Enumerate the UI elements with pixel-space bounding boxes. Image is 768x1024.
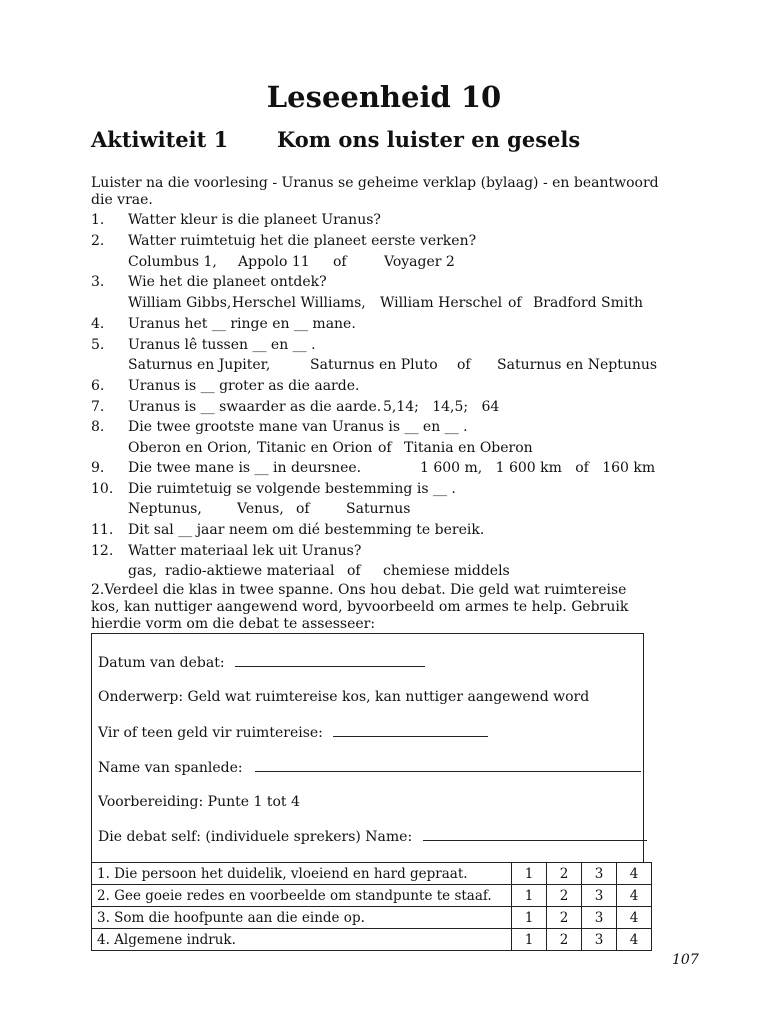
- answer-option: Saturnus en Neptunus: [497, 357, 658, 373]
- page-number: 107: [672, 952, 699, 968]
- answer-options: 1 600 m, 1 600 km of 160 km: [420, 460, 656, 476]
- answer-option: chemiese middels: [383, 563, 510, 579]
- question-number: 3.: [91, 274, 105, 290]
- answer-option: Neptunus,: [128, 501, 202, 517]
- answer-option: Voyager 2: [384, 254, 455, 270]
- question-number: 2.: [91, 233, 105, 249]
- question-number: 6.: [91, 378, 105, 394]
- answer-option: of: [347, 563, 361, 579]
- debate-self-field: [98, 828, 647, 845]
- question-number: 5.: [91, 337, 105, 353]
- question-number: 1.: [91, 212, 105, 228]
- question-text: Die twee grootste mane van Uranus is __ en __ .: [128, 419, 468, 435]
- team-names-blank[interactable]: [255, 759, 641, 772]
- for-against-blank[interactable]: [333, 724, 488, 737]
- answer-option: William Gibbs,: [128, 295, 232, 311]
- question-number: 10.: [91, 481, 114, 497]
- question-number: 12.: [91, 543, 114, 559]
- table-row: [92, 929, 652, 951]
- intro-text: Luister na die voorlesing - Uranus se geheime verklap (bylaag) - en beantwoord die vrae.: [91, 175, 659, 208]
- speaker-names-blank[interactable]: [423, 828, 647, 841]
- answer-option: Titanic en Orion: [257, 440, 373, 456]
- answer-option: of: [333, 254, 347, 270]
- answer-option: Saturnus en Pluto: [310, 357, 438, 373]
- preparation-line: Voorbereiding: Punte 1 tot 4: [98, 794, 300, 810]
- date-label: Datum van debat:: [98, 655, 225, 671]
- team-names-label: Name van spanlede:: [98, 760, 243, 776]
- question-text: Watter ruimtetuig het die planeet eerste verken?: [128, 233, 477, 249]
- answer-option: Bradford Smith: [533, 295, 643, 311]
- table-row: [92, 885, 652, 907]
- date-field: [98, 654, 425, 671]
- activity-name: Kom ons luister en gesels: [277, 127, 581, 152]
- question-number: 11.: [91, 522, 114, 538]
- score-cell[interactable]: 3: [582, 863, 617, 885]
- answer-option: William Herschel: [380, 295, 503, 311]
- score-cell[interactable]: 2: [547, 907, 582, 929]
- answer-option: Saturnus: [346, 501, 411, 517]
- answer-option: gas,: [128, 563, 157, 579]
- question-text: Uranus is __ swaarder as die aarde.: [128, 399, 382, 415]
- answer-options: 5,14; 14,5; 64: [383, 399, 500, 415]
- for-against-field: [98, 724, 488, 741]
- score-cell[interactable]: 3: [582, 885, 617, 907]
- topic-line: Onderwerp: Geld wat ruimtereise kos, kan nuttiger aangewend word: [98, 689, 590, 705]
- score-cell[interactable]: 1: [512, 885, 547, 907]
- question-number: 7.: [91, 399, 105, 415]
- question-text: Die twee mane is __ in deursnee.: [128, 460, 362, 476]
- page-title: Leseenheid 10: [266, 80, 502, 114]
- criterion-cell: 1. Die persoon het duidelik, vloeiend en hard gepraat.: [92, 863, 512, 885]
- question-text: Watter kleur is die planeet Uranus?: [128, 212, 381, 228]
- score-cell[interactable]: 4: [617, 863, 652, 885]
- question-text: Uranus lê tussen __ en __ .: [128, 337, 316, 353]
- criterion-cell: 3. Som die hoofpunte aan die einde op.: [92, 907, 512, 929]
- debate-instruction: 2.Verdeel die klas in twee spanne. Ons hou debat. Die geld wat ruimtereise kos, kan nuttiger aangewend word, byvoorbeeld om armes te help. Gebruik hierdie vorm om die debat te assesseer:: [91, 582, 629, 632]
- question-text: Watter materiaal lek uit Uranus?: [128, 543, 362, 559]
- score-cell[interactable]: 2: [547, 885, 582, 907]
- score-cell[interactable]: 1: [512, 907, 547, 929]
- team-names-field: [98, 759, 641, 776]
- score-cell[interactable]: 4: [617, 885, 652, 907]
- score-cell[interactable]: 3: [582, 929, 617, 951]
- question-number: 9.: [91, 460, 105, 476]
- score-cell[interactable]: 3: [582, 907, 617, 929]
- answer-option: of: [296, 501, 310, 517]
- for-against-label: Vir of teen geld vir ruimtereise:: [98, 725, 323, 741]
- answer-option: radio-aktiewe materiaal: [165, 563, 335, 579]
- criterion-cell: 2. Gee goeie redes en voorbeelde om standpunte te staaf.: [92, 885, 512, 907]
- question-text: Uranus is __ groter as die aarde.: [128, 378, 360, 394]
- assessment-form: [91, 633, 644, 862]
- rating-table: [91, 862, 652, 951]
- date-blank[interactable]: [235, 654, 425, 667]
- score-cell[interactable]: 2: [547, 863, 582, 885]
- answer-option: Columbus 1,: [128, 254, 217, 270]
- criterion-cell: 4. Algemene indruk.: [92, 929, 512, 951]
- question-number: 8.: [91, 419, 105, 435]
- answer-option: of: [378, 440, 392, 456]
- score-cell[interactable]: 1: [512, 929, 547, 951]
- answer-option: Saturnus en Jupiter,: [128, 357, 271, 373]
- table-row: [92, 863, 652, 885]
- answer-option: Herschel Williams,: [232, 295, 366, 311]
- answer-option: of: [457, 357, 471, 373]
- answer-option: Venus,: [237, 501, 284, 517]
- answer-option: Oberon en Orion,: [128, 440, 252, 456]
- debate-self-label: Die debat self: (individuele sprekers) Name:: [98, 829, 413, 845]
- question-text: Wie het die planeet ontdek?: [128, 274, 327, 290]
- score-cell[interactable]: 2: [547, 929, 582, 951]
- answer-option: of: [508, 295, 522, 311]
- question-text: Die ruimtetuig se volgende bestemming is __ .: [128, 481, 456, 497]
- question-number: 4.: [91, 316, 105, 332]
- score-cell[interactable]: 4: [617, 907, 652, 929]
- score-cell[interactable]: 1: [512, 863, 547, 885]
- table-row: [92, 907, 652, 929]
- answer-option: Appolo 11: [238, 254, 310, 270]
- question-text: Dit sal __ jaar neem om dié bestemming te bereik.: [128, 522, 485, 538]
- answer-option: Titania en Oberon: [404, 440, 533, 456]
- question-text: Uranus het __ ringe en __ mane.: [128, 316, 356, 332]
- activity-label: Aktiwiteit 1: [91, 127, 229, 152]
- score-cell[interactable]: 4: [617, 929, 652, 951]
